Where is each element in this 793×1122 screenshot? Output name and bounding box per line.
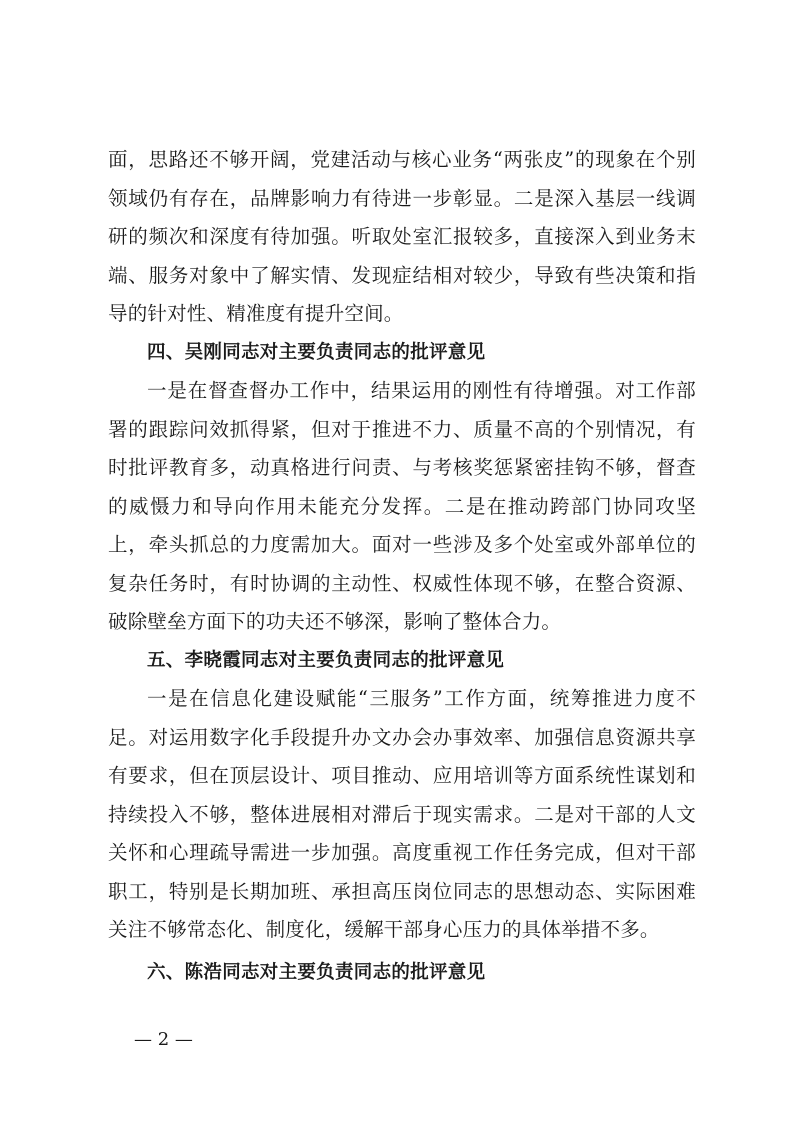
section-heading-six: 六、陈浩同志对主要负责同志的批评意见: [147, 961, 486, 983]
section-heading-five: 五、李晓霞同志对主要负责同志的批评意见: [147, 649, 505, 671]
paragraph-lixiaoxia-critique: 一是在信息化建设赋能“三服务”工作方面，统筹推进力度不足。对运用数字化手段提升办文办会办事效率、加强信息资源共享有要求，但在顶层设计、项目推动、应用培训等方面系统性谋划和持续投入不够，整体进展相对滞后于现实需求。二是对干部的人文关怀和心理疏导需进一步加强。高度重视工作任务完成，但对干部职工，特别是长期加班、承担高压岗位同志的思想动态、实际困难关注不够常态化、制度化，缓解干部身心压力的具体举措不多。: [108, 687, 696, 941]
paragraph-continuation: 面，思路还不够开阔，党建活动与核心业务“两张皮”的现象在个别领域仍有存在，品牌影响力有待进一步彰显。二是深入基层一线调研的频次和深度有待加强。听取处室汇报较多，直接深入到业务末端、服务对象中了解实情、发现症结相对较少，导致有些决策和指导的针对性、精准度有提升空间。: [108, 148, 696, 325]
document-body: [108, 141, 696, 992]
page-number: — 2 —: [134, 1029, 193, 1050]
paragraph-wugang-critique: 一是在督查督办工作中，结果运用的刚性有待增强。对工作部署的跟踪问效抓得紧，但对于推进不力、质量不高的个别情况，有时批评教育多，动真格进行问责、与考核奖惩紧密挂钩不够，督查的威慑力和导向作用未能充分发挥。二是在推动跨部门协同攻坚上，牵头抓总的力度需加大。面对一些涉及多个处室或外部单位的复杂任务时，有时协调的主动性、权威性体现不够，在整合资源、破除壁垒方面下的功夫还不够深，影响了整体合力。: [108, 379, 696, 633]
section-heading-four: 四、吴刚同志对主要负责同志的批评意见: [147, 341, 486, 363]
